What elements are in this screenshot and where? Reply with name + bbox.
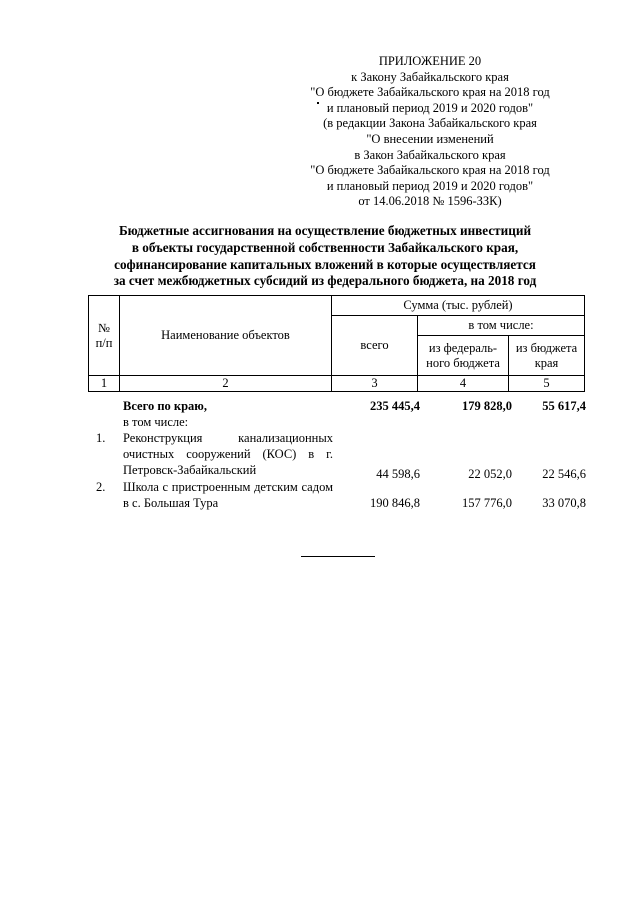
appendix-line: в Закон Забайкальского края — [354, 147, 506, 162]
appendix-line: от 14.06.2018 № 1596-ЗЗК) — [358, 194, 502, 209]
appendix-line: "О бюджете Забайкальского края на 2018 год — [310, 85, 550, 100]
column-number: 2 — [120, 376, 332, 392]
header-regional: из бюджета края — [509, 336, 585, 376]
row-total: 190 846,8 — [370, 496, 420, 510]
total-all: 235 445,4 — [370, 399, 420, 413]
row-number: 2. — [96, 480, 106, 494]
end-separator-line — [301, 556, 375, 557]
total-sublabel: в том числе: — [123, 415, 189, 429]
appendix-line: и плановый период 2019 и 2020 годов" — [326, 178, 534, 193]
total-regional: 55 617,4 — [542, 399, 586, 413]
header-total: всего — [332, 316, 418, 376]
appendix-header — [290, 54, 570, 210]
header-name: Наименование объектов — [120, 296, 332, 376]
table-row — [88, 430, 588, 479]
row-name: Реконструкция канализационных очистных сооружений (КОС) в г. Петровск-Забайкальский — [123, 431, 333, 477]
column-number: 4 — [418, 376, 509, 392]
row-number: 1. — [96, 431, 106, 445]
row-federal: 157 776,0 — [462, 496, 512, 510]
table-row — [88, 479, 588, 513]
appendix-line: к Закону Забайкальского края — [351, 69, 509, 84]
column-number: 3 — [332, 376, 418, 392]
row-federal: 22 052,0 — [468, 467, 512, 481]
title-line: за счет межбюджетных субсидий из федерального бюджета, на 2018 год — [113, 273, 537, 289]
header-sum: Сумма (тыс. рублей) — [332, 296, 585, 316]
appendix-line: и плановый период 2019 и 2020 годов" — [326, 100, 534, 115]
table-body — [88, 398, 588, 513]
title-line: софинансирование капитальных вложений в которые осуществляется — [114, 256, 536, 272]
row-regional: 22 546,6 — [542, 467, 586, 481]
row-name: Школа с пристроенным детским садом в с. Большая Тура — [123, 480, 333, 510]
appendix-line: (в редакции Закона Забайкальского края — [323, 116, 537, 131]
title-line: в объекты государственной собственности Забайкальского края, — [131, 239, 519, 255]
row-regional: 33 070,8 — [542, 496, 586, 510]
document-title — [80, 223, 570, 290]
title-line: Бюджетные ассигнования на осуществление бюджетных инвестиций — [118, 223, 532, 238]
appendix-line: "О внесении изменений — [366, 131, 494, 146]
total-row — [88, 398, 588, 430]
header-federal: из федераль-ного бюджета — [418, 336, 509, 376]
header-including: в том числе: — [418, 316, 585, 336]
total-federal: 179 828,0 — [462, 399, 512, 413]
appendix-line: "О бюджете Забайкальского края на 2018 год — [310, 163, 550, 178]
row-total: 44 598,6 — [376, 467, 420, 481]
column-number: 1 — [89, 376, 120, 392]
total-label: Всего по краю, — [123, 399, 207, 413]
table-header — [88, 295, 585, 392]
header-num: № п/п — [89, 296, 120, 376]
appendix-line: ПРИЛОЖЕНИЕ 20 — [378, 54, 482, 68]
column-number: 5 — [509, 376, 585, 392]
